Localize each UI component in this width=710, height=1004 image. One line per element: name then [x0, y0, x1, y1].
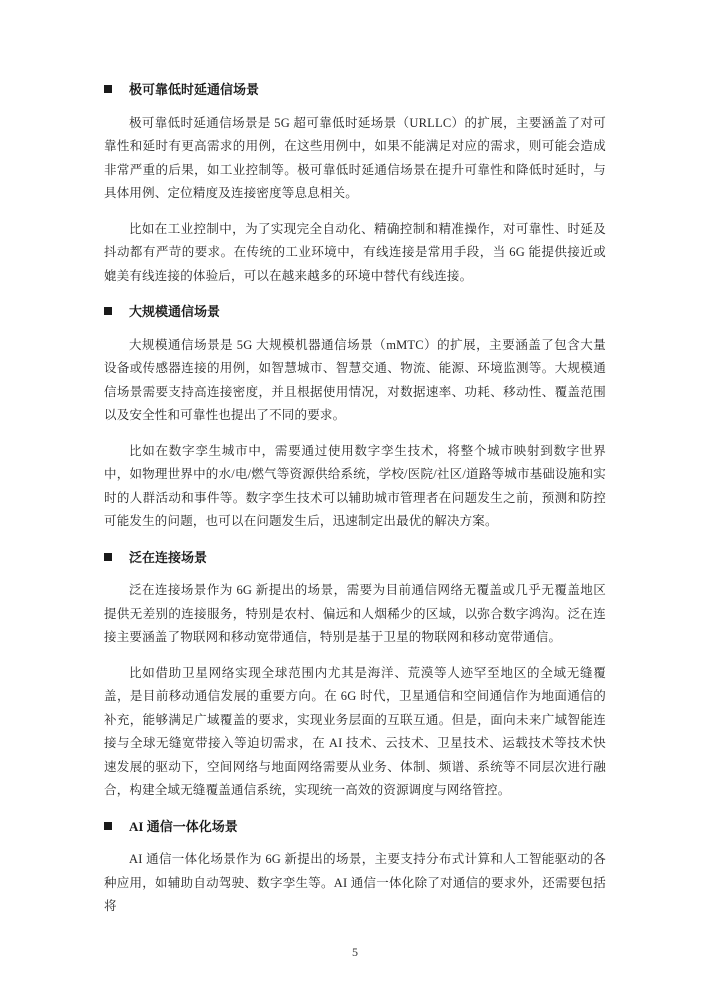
- heading-text: AI 通信一体化场景: [129, 818, 238, 834]
- square-bullet-icon: [104, 553, 112, 561]
- paragraph: 比如借助卫星网络实现全球范围内尤其是海洋、荒漠等人迹罕至地区的全域无缝覆盖，是目前移动通信发展的重要方向。在 6G 时代，卫星通信和空间通信作为地面通信的补充，能够满足广域覆盖的要求，实现业务层面的互联互通。但是，面向未来广域智能连接与全球无缝宽带接入等迫切需求，在 AI 技术、云技术、卫星技术、运载技术等技术快速发展的驱动下，空间网络与地面网络需要从业务、体制、频谱、系统等不同层次进行融合，构建全域无缝覆盖通信系统，实现统一高效的资源调度与网络管控。: [104, 665, 606, 797]
- square-bullet-icon: [104, 822, 112, 830]
- square-bullet-icon: [104, 85, 112, 93]
- paragraph: 比如在数字孪生城市中，需要通过使用数字孪生技术，将整个城市映射到数字世界中，如物理世界中的水/电/燃气等资源供给系统，学校/医院/社区/道路等城市基础设施和实时的人群活动和事件等。数字孪生技术可以辅助城市管理者在问题发生之前，预测和防控可能发生的问题，也可以在问题发生后，迅速制定出最优的解决方案。: [104, 443, 606, 528]
- heading-text: 大规模通信场景: [129, 304, 221, 319]
- paragraph: 极可靠低时延通信场景是 5G 超可靠低时延场景（URLLC）的扩展，主要涵盖了对可靠性和延时有更高需求的用例，在这些用例中，如果不能满足对应的需求，则可能会造成非常严重的后果，如工业控制等。极可靠低时延通信场景在提升可靠性和降低时延时，与具体用例、定位精度及连接密度等息息相关。: [104, 115, 606, 200]
- section-heading-mmtc: [104, 300, 606, 324]
- paragraph: AI 通信一体化场景作为 6G 新提出的场景，主要支持分布式计算和人工智能驱动的各种应用，如辅助自动驾驶、数字孪生等。AI 通信一体化除了对通信的要求外，还需要包括将: [104, 852, 606, 913]
- heading-text: 极可靠低时延通信场景: [129, 82, 260, 97]
- section-heading-urllc: [104, 78, 606, 102]
- page-number: 5: [352, 945, 358, 959]
- square-bullet-icon: [104, 307, 112, 315]
- paragraph: 泛在连接场景作为 6G 新提出的场景，需要为目前通信网络无覆盖或几乎无覆盖地区提供无差别的连接服务，特别是农村、偏远和人烟稀少的区域，以弥合数字鸿沟。泛在连接主要涵盖了物联网和移动宽带通信，特别是基于卫星的物联网和移动宽带通信。: [104, 583, 606, 644]
- paragraph: 大规模通信场景是 5G 大规模机器通信场景（mMTC）的扩展，主要涵盖了包含大量设备或传感器连接的用例，如智慧城市、智慧交通、物流、能源、环境监测等。大规模通信场景需要支持高连接密度，并且根据使用情况，对数据速率、功耗、移动性、覆盖范围以及安全性和可靠性也提出了不同的要求。: [104, 337, 606, 422]
- paragraph: 比如在工业控制中，为了实现完全自动化、精确控制和精准操作，对可靠性、时延及抖动都有严苛的要求。在传统的工业环境中，有线连接是常用手段，当 6G 能提供接近或媲美有线连接的体验后，可以在越来越多的环境中替代有线连接。: [104, 221, 606, 283]
- section-heading-ai-comm: [104, 815, 606, 839]
- section-heading-ubiquitous: [104, 546, 606, 570]
- heading-text: 泛在连接场景: [129, 549, 208, 565]
